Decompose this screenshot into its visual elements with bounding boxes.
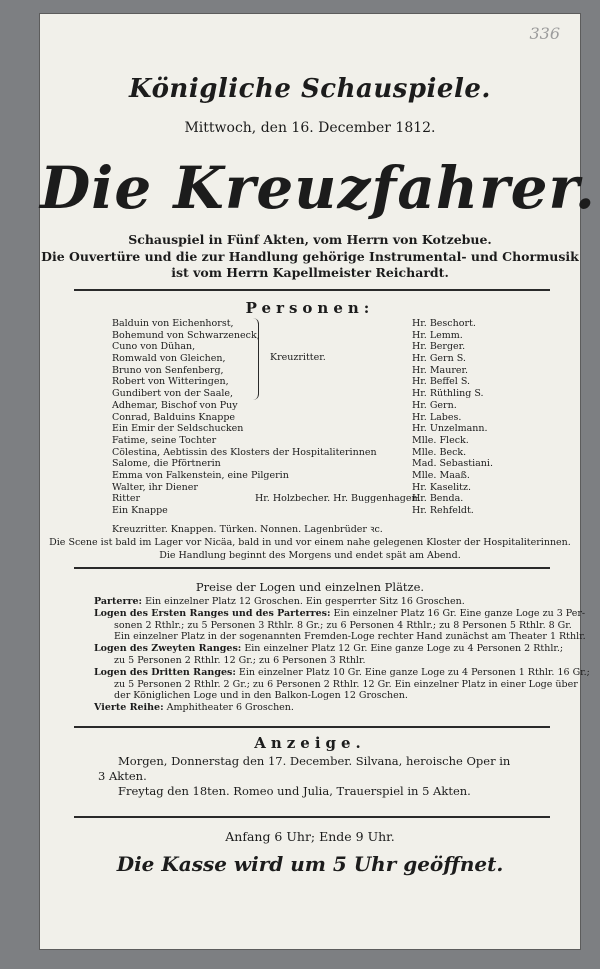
cast-actor: Mad. Sebastiani. xyxy=(412,458,493,470)
cast-list xyxy=(112,318,552,517)
subtitle-line-2: Die Ouvertüre und die zur Handlung gehörige Instrumental- und Chormusik xyxy=(41,249,579,264)
subtitle-line-3: ist vom Herrn Kapellmeister Reichardt. xyxy=(171,265,449,280)
cast-role: Robert von Witteringen, xyxy=(112,376,229,388)
box-office-notice: Die Kasse wird um 5 Uhr geöffnet. xyxy=(116,852,504,876)
cast-row xyxy=(112,400,552,412)
notice-heading: Anzeige. xyxy=(254,734,366,752)
cast-row xyxy=(112,353,552,365)
price-category: Logen des Dritten Ranges: xyxy=(94,666,236,678)
cast-actor: Hr. Gern. xyxy=(412,399,457,411)
cast-actor: Hr. Rüthling S. xyxy=(412,388,484,400)
cast-role: Gundibert von der Saale, xyxy=(112,388,234,400)
cast-role: Emma von Falkenstein, eine Pilgerin xyxy=(112,469,289,481)
cast-row xyxy=(112,470,552,482)
cast-role: Bohemund von Schwarzeneck, xyxy=(112,329,260,341)
play-title: Die Kreuzfahrer. xyxy=(40,154,596,222)
divider xyxy=(74,289,550,291)
price-line xyxy=(94,619,572,632)
notice-body xyxy=(98,754,538,799)
price-text: der Königlichen Loge und in den Balkon-Logen 12 Groschen. xyxy=(114,690,408,702)
price-category: Logen des Zweyten Ranges: xyxy=(94,643,242,655)
cast-row xyxy=(112,412,552,424)
cast-role: Ein Emir der Seldschucken xyxy=(112,423,244,435)
cast-actor: Mlle. Beck. xyxy=(412,446,467,458)
price-category: Logen des Ersten Ranges und des Parterres: xyxy=(94,607,331,619)
cast-row xyxy=(112,505,552,517)
performance-date: Mittwoch, den 16. December 1812. xyxy=(184,120,436,136)
price-line xyxy=(94,607,586,620)
cast-heading: Personen: xyxy=(245,299,375,317)
cast-role: Adhemar, Bischof von Puy xyxy=(112,399,238,411)
price-text: sonen 2 Rthlr.; zu 5 Personen 3 Rthlr. 8 Gr.; zu 6 Personen 4 Rthlr.; zu 8 Personen 5 Rthlr. 8 Gr. xyxy=(114,619,572,631)
cast-role: Ein Knappe xyxy=(112,505,168,516)
action-description: Die Handlung beginnt des Morgens und endet spät am Abend. xyxy=(159,550,461,561)
cast-role: Cölestina, Aebtissin des Klosters der Hospitaliterinnen xyxy=(112,446,377,458)
cast-role: Bruno von Senfenberg, xyxy=(112,364,224,376)
cast-row xyxy=(112,423,552,435)
price-text: Ein einzelner Platz 10 Gr. Eine ganze Loge zu 4 Personen 1 Rthlr. 16 Gr.; xyxy=(235,666,590,678)
price-text: Amphitheater 6 Groschen. xyxy=(163,702,294,714)
price-text: zu 5 Personen 2 Rthlr. 2 Gr.; zu 6 Personen 2 Rthlr. 12 Gr. Ein einzelner Platz in einer Loge über xyxy=(114,678,578,690)
cast-actor: Hr. Maurer. xyxy=(412,364,469,376)
subtitle-line-1: Schauspiel in Fünf Akten, vom Herrn von Kotzebue. xyxy=(128,232,492,247)
cast-row xyxy=(112,447,552,459)
divider xyxy=(74,567,550,569)
notice-line-2: 3 Akten. xyxy=(98,769,147,783)
cast-actor: Mlle. Fleck. xyxy=(412,434,469,446)
cast-row xyxy=(112,330,552,342)
cast-actor: Hr. Berger. xyxy=(412,341,466,353)
price-line xyxy=(94,678,578,691)
price-line xyxy=(94,643,564,655)
cast-role: Romwald von Gleichen, xyxy=(112,353,226,365)
brace-label: Kreuzritter. xyxy=(270,352,326,363)
price-text: Ein einzelner Platz in der sogenannten Fremden-Loge rechter Hand zunächst am Theater 1 Rthlr. xyxy=(114,631,586,643)
scene-description: Die Scene ist bald im Lager vor Nicäa, bald in und vor einem nahe gelegenen Kloster der Hospitaliterinnen. xyxy=(49,537,571,548)
cast-actor: Hr. Rehfeldt. xyxy=(412,505,474,516)
price-line xyxy=(94,655,554,667)
divider xyxy=(74,726,550,728)
cast-actor: Hr. Kaselitz. xyxy=(412,481,471,493)
cast-role: Conrad, Balduins Knappe xyxy=(112,411,236,423)
cast-row xyxy=(112,341,552,353)
cast-role: Fatime, seine Tochter xyxy=(112,434,217,446)
price-line xyxy=(94,690,554,702)
cast-role: Walter, ihr Diener xyxy=(112,481,198,493)
cast-actor: Mlle. Maaß. xyxy=(412,469,470,481)
price-text: Ein einzelner Platz 12 Gr. Eine ganze Loge zu 4 Personen 2 Rthlr.; xyxy=(241,643,564,655)
cast-row xyxy=(112,388,552,400)
theatre-title: Königliche Schauspiele. xyxy=(129,74,491,104)
cast-row xyxy=(112,493,552,505)
prices-heading: Preise der Logen und einzelnen Plätze. xyxy=(195,580,425,594)
playbill-sheet xyxy=(40,14,596,949)
price-line xyxy=(94,666,590,679)
cast-row xyxy=(112,458,552,470)
cast-actor: Hr. Beffel S. xyxy=(412,376,471,388)
price-text: zu 5 Personen 2 Rthlr. 12 Gr.; zu 6 Personen 3 Rthlr. xyxy=(114,654,366,666)
start-end-times: Anfang 6 Uhr; Ende 9 Uhr. xyxy=(225,829,395,844)
cast-role: Balduin von Eichenhorst, xyxy=(112,318,234,329)
price-text: Ein einzelner Platz 12 Groschen. Ein gesperrter Sitz 16 Groschen. xyxy=(142,596,465,607)
notice-line-1: Morgen, Donnerstag den 17. December. Silvana, heroische Oper in xyxy=(118,754,511,768)
cast-role: Cuno von Dühan, xyxy=(112,341,196,353)
price-text: Ein einzelner Platz 16 Gr. Eine ganze Loge zu 3 Per- xyxy=(330,607,586,619)
cast-row xyxy=(112,318,552,330)
cast-extra-actors: Hr. Holzbecher. Hr. Buggenhagen. xyxy=(255,493,421,505)
cast-actor: Hr. Beschort. xyxy=(412,318,476,329)
notice-line-3: Freytag den 18ten. Romeo und Julia, Trauerspiel in 5 Akten. xyxy=(118,784,471,798)
price-category: Vierte Reihe: xyxy=(94,702,164,714)
chorus-line: Kreuzritter. Knappen. Türken. Nonnen. Lagenbrüder ꝛc. xyxy=(112,524,383,535)
cast-row xyxy=(112,365,552,377)
cast-actor: Hr. Gern S. xyxy=(412,353,466,365)
divider xyxy=(74,816,550,818)
cast-row xyxy=(112,482,552,494)
cast-row xyxy=(112,376,552,388)
cast-role: Ritter xyxy=(112,493,140,505)
cast-role: Salome, die Pförtnerin xyxy=(112,458,221,470)
archive-number: 336 xyxy=(529,24,560,43)
price-list xyxy=(94,596,590,714)
price-line xyxy=(94,702,554,714)
cast-row xyxy=(112,435,552,447)
cast-actor: Hr. Lemm. xyxy=(412,329,463,341)
price-category: Parterre: xyxy=(94,596,143,607)
price-line xyxy=(94,596,554,608)
cast-actor: Hr. Unzelmann. xyxy=(412,423,488,435)
price-line xyxy=(94,631,586,643)
cast-actor: Hr. Benda. xyxy=(412,493,464,505)
cast-actor: Hr. Labes. xyxy=(412,411,462,423)
